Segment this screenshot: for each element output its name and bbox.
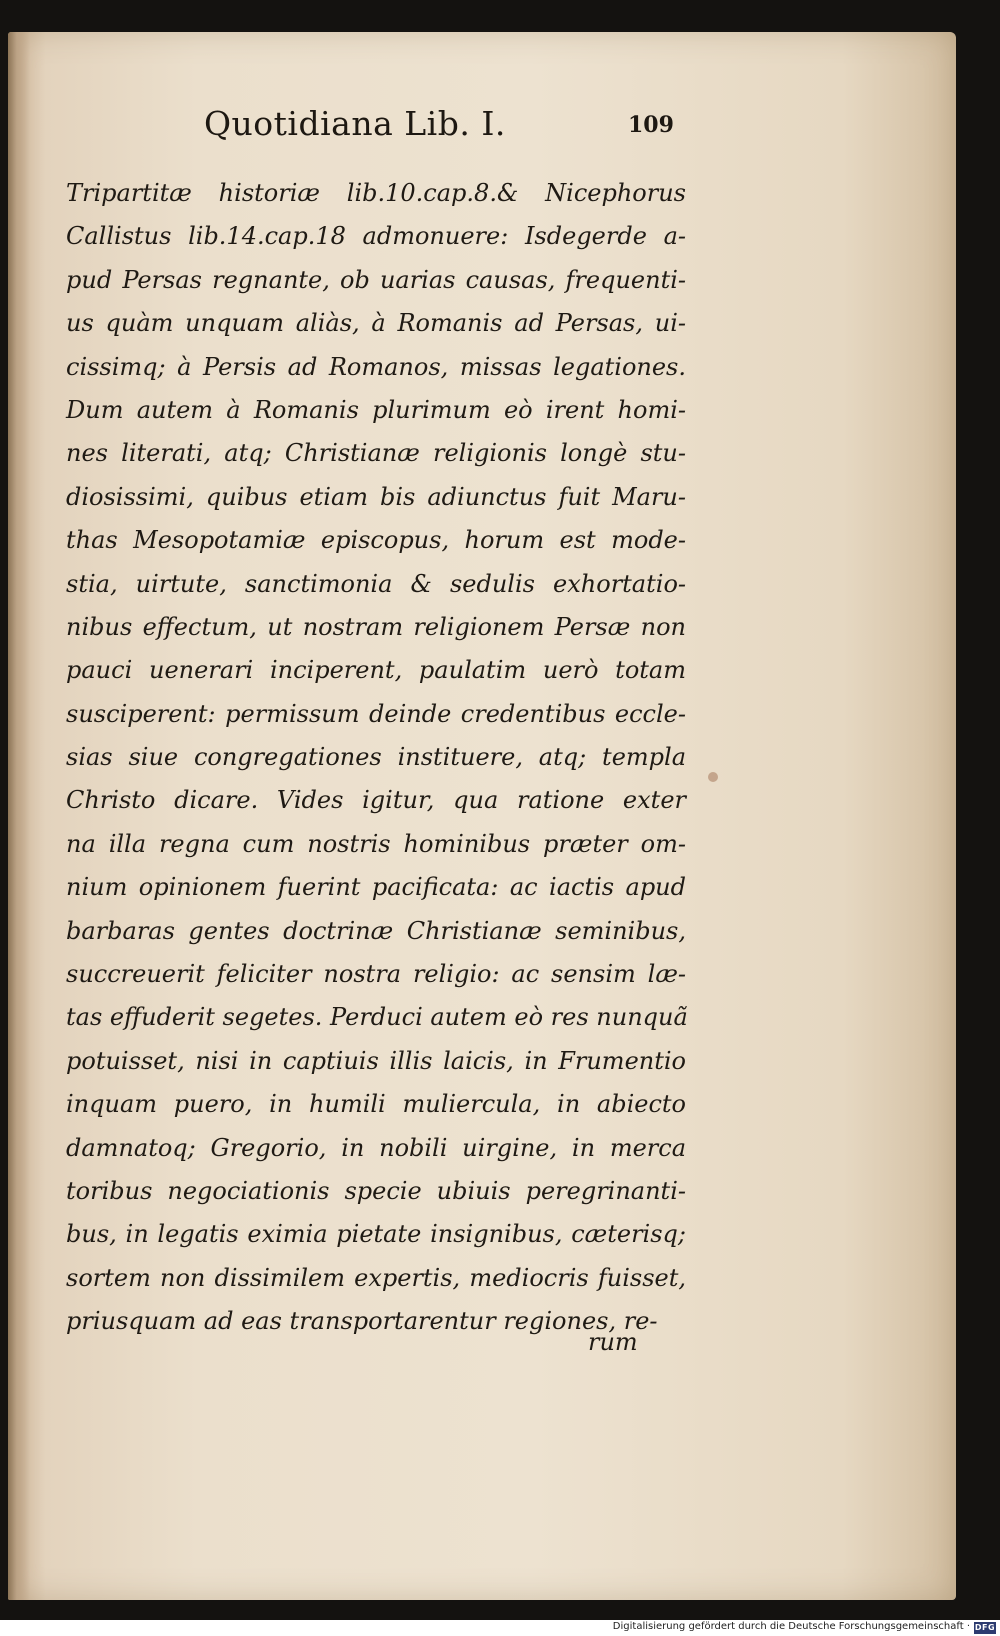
text-line: susciperent: permissum deinde credentibus eccle- [66, 699, 686, 728]
text-line: Tripartitæ historiæ lib.10.cap.8.& Nicephorus [66, 179, 686, 207]
folio-number: 109 [628, 112, 674, 138]
text-line: stia, uirtute, sanctimonia & sedulis exhortatio- [66, 569, 686, 598]
text-line: Dum autem à Romanis plurimum eò irent homi- [66, 395, 686, 424]
text-line: nium opinionem fuerint pacificata: ac iactis apud [66, 873, 686, 902]
text-line: cissimq; à Persis ad Romanos, missas legationes. [66, 352, 686, 381]
text-line: tas effuderit segetes. Perduci autem eò res nunquã [66, 1003, 688, 1032]
text-line: Christo dicare. Vides igitur, qua ratione exter [66, 786, 686, 815]
text-line: nes literati, atq; Christianæ religionis longè stu- [66, 439, 686, 468]
text-line: us quàm unquam aliàs, à Romanis ad Persas, ui- [66, 309, 686, 338]
book-page [8, 32, 956, 1600]
text-line: nibus effectum, ut nostram religionem Persæ non [66, 612, 686, 641]
text-line: diosissimi, quibus etiam bis adiunctus fuit Maru- [66, 482, 686, 511]
text-line: inquam puero, in humili muliercula, in abiecto [66, 1090, 686, 1119]
text-line: priusquam ad eas transportarentur regiones, re- [66, 1307, 658, 1336]
text-line: potuisset, nisi in captiuis illis laicis, in Frumentio [66, 1046, 686, 1075]
text-line: sortem non dissimilem expertis, mediocris fuisset, [66, 1263, 686, 1292]
text-line: Callistus lib.14.cap.18 admonuere: Isdegerde a- [66, 222, 686, 251]
dfg-logo: DFG [974, 1623, 996, 1632]
paper-stain [708, 772, 718, 782]
footer-credit: Digitalisierung gefördert durch die Deutsche Forschungsgemeinschaft · [612, 1621, 970, 1632]
footer-bar [0, 1620, 1000, 1636]
text-line: na illa regna cum nostris hominibus præter om- [66, 829, 686, 858]
text-line: bus, in legatis eximia pietate insignibus, cæterisq; [66, 1220, 686, 1249]
body-text [66, 172, 686, 1344]
text-line: succreuerit feliciter nostra religio: ac sensim læ- [66, 960, 686, 989]
text-line: barbaras gentes doctrinæ Christianæ seminibus, [66, 916, 686, 945]
page-gutter-edge [8, 32, 30, 1600]
text-line: damnatoq; Gregorio, in nobili uirgine, in merca [66, 1133, 686, 1162]
text-line: pauci uenerari inciperent, paulatim uerò totam [66, 656, 686, 685]
running-head: Quotidiana Lib. I. [204, 104, 506, 143]
catchword: rum [588, 1328, 638, 1356]
text-line: thas Mesopotamiæ episcopus, horum est mode- [66, 526, 686, 555]
text-line: pud Persas regnante, ob uarias causas, frequenti- [66, 265, 686, 294]
page-header [68, 104, 688, 164]
text-line: sias siue congregationes instituere, atq; templa [66, 743, 686, 772]
text-line: toribus negociationis specie ubiuis peregrinanti- [66, 1176, 686, 1205]
